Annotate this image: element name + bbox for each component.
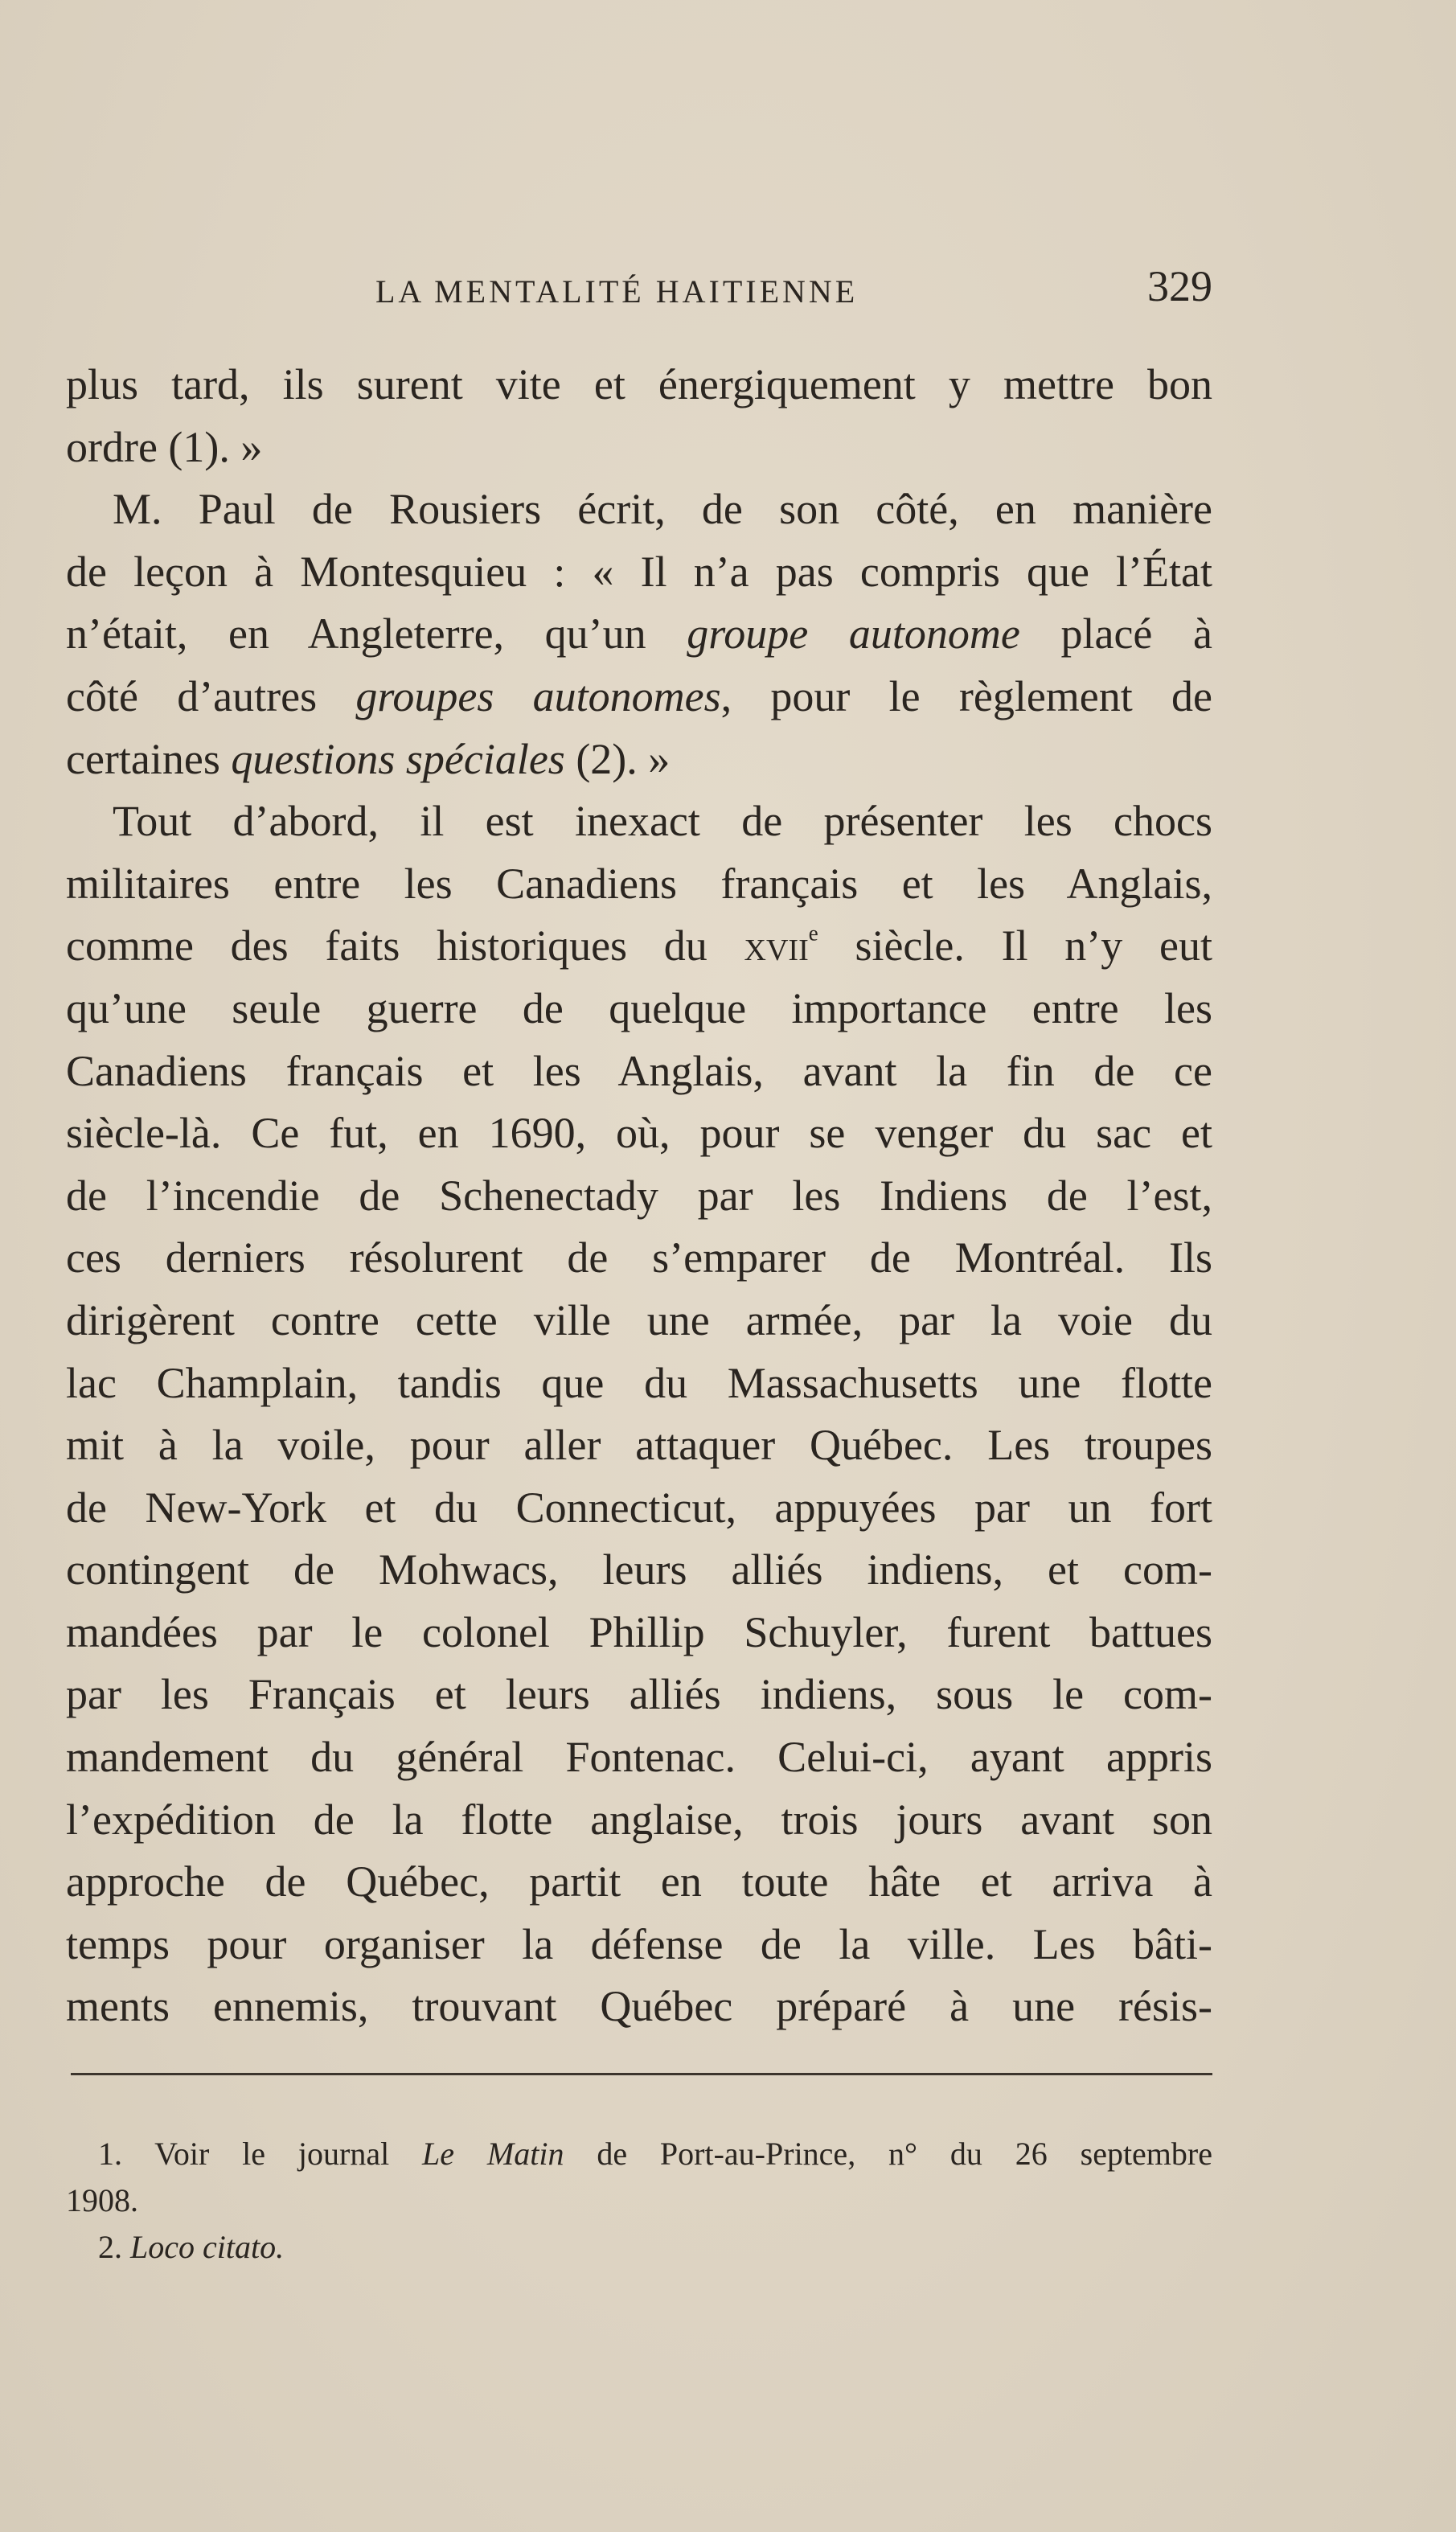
text-line: mandées par le colonel Phillip Schuyler, furent battues <box>66 1607 1212 1656</box>
text-line: comme des faits historiques du xvii$^e$ siècle. Il n’y eut <box>66 921 1212 971</box>
text-line: ments ennemis, trouvant Québec préparé à une résis- <box>66 1982 1212 2031</box>
text-line: n’était, en Angleterre, qu’un groupe autonome placé à <box>66 609 1212 659</box>
footnote-rule <box>71 2073 1212 2075</box>
text-line: mandement du général Fontenac. Celui-ci, ayant appris <box>66 1733 1212 1782</box>
footnotes <box>66 2131 1212 2271</box>
text-line: mit à la voile, pour aller attaquer Québec. Les troupes <box>66 1421 1212 1470</box>
text-line: militaires entre les Canadiens français et les Anglais, <box>66 859 1212 908</box>
text-line: certaines questions spéciales (2). » <box>66 734 671 783</box>
text-line: qu’une seule guerre de quelque importance entre les <box>66 983 1212 1032</box>
text-line: contingent de Mohwacs, leurs alliés indiens, et com- <box>66 1545 1212 1594</box>
footnote-1: 1. Voir le journal Le Matin de Port-au-Prince, n° du 26 septembre <box>98 2136 1212 2172</box>
running-head <box>66 261 1212 318</box>
text-line: de l’incendie de Schenectady par les Indiens de l’est, <box>66 1171 1212 1220</box>
text-line: par les Français et leurs alliés indiens, sous le com- <box>66 1670 1212 1719</box>
text-line: de New-York et du Connecticut, appuyées par un fort <box>66 1483 1212 1532</box>
text-line: ordre (1). » <box>66 422 263 471</box>
text-line: de leçon à Montesquieu : « Il n’a pas compris que l’État <box>66 547 1212 596</box>
running-title: LA MENTALITÉ HAITIENNE <box>375 273 859 310</box>
text-line: M. Paul de Rousiers écrit, de son côté, en manière <box>113 485 1212 534</box>
text-line: plus tard, ils surent vite et énergiquement y mettre bon <box>66 360 1212 408</box>
text-line: dirigèrent contre cette ville une armée, par la voie du <box>66 1295 1212 1344</box>
text-line: temps pour organiser la défense de la ville. Les bâti- <box>66 1919 1212 1968</box>
text-line: lac Champlain, tandis que du Massachusetts une flotte <box>66 1358 1212 1407</box>
text-line: Canadiens français et les Anglais, avant la fin de ce <box>66 1046 1212 1095</box>
page-number: 329 <box>1147 262 1212 310</box>
text-line: siècle-là. Ce fut, en 1690, où, pour se venger du sac et <box>66 1109 1212 1158</box>
footnote-2: 2. Loco citato. <box>98 2229 285 2265</box>
text-line: côté d’autres groupes autonomes, pour le règlement de <box>66 671 1212 720</box>
footnote-1-continued: 1908. <box>66 2182 138 2218</box>
body-text <box>66 354 1212 2038</box>
text-line: l’expédition de la flotte anglaise, trois jours avant son <box>66 1795 1212 1844</box>
text-line: Tout d’abord, il est inexact de présenter les chocs <box>113 797 1212 846</box>
text-line: approche de Québec, partit en toute hâte et arriva à <box>66 1857 1212 1906</box>
text-line: ces derniers résolurent de s’emparer de Montréal. Ils <box>66 1233 1212 1282</box>
